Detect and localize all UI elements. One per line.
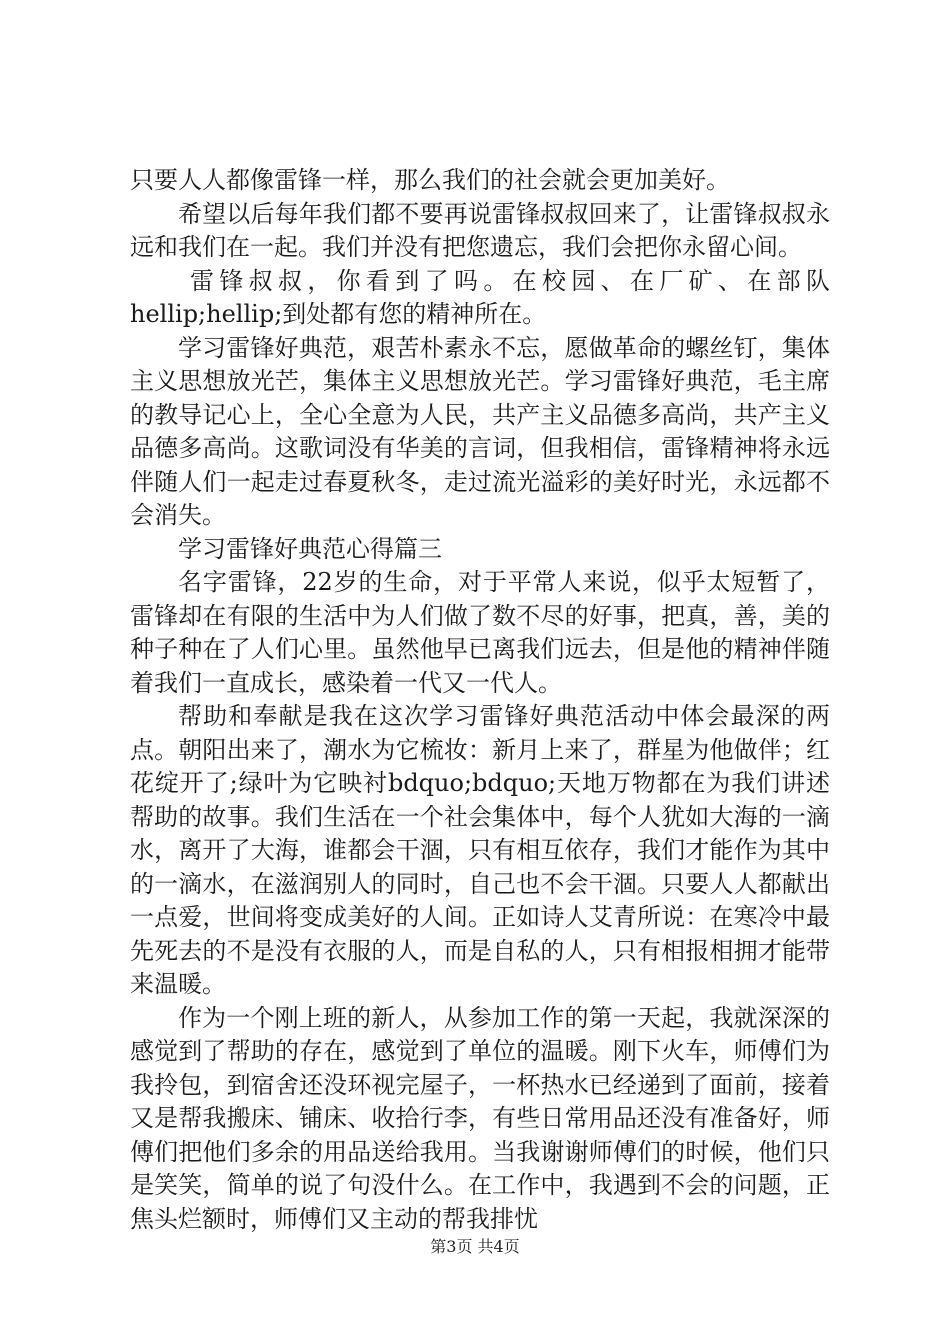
paragraph-6: 帮助和奉献是我在这次学习雷锋好典范活动中体会最深的两点。朝阳出来了，潮水为它梳妆：新月上来了，群星为他做伴；红花绽开了;绿叶为它映衬bdquo;bdquo;天地万物都在为我们讲述帮助的故事。我们生活在一个社会集体中，每个人犹如大海的一滴水，离开了大海，谁都会干涸，只有相互依存，我们才能作为其中的一滴水，在滋润别人的同时，自己也不会干涸。只要人人都献出一点爱，世间将变成美好的人间。正如诗人艾青所说：在寒冷中最先死去的不是没有衣服的人，而是自私的人，只有相报相拥才能带来温暖。 [130, 702, 830, 998]
section-heading: 学习雷锋好典范心得篇三 [178, 534, 442, 563]
paragraph-2: 希望以后每年我们都不要再说雷锋叔叔回来了，让雷锋叔叔永远和我们在一起。我们并没有把您遗忘，我们会把你永留心间。 [130, 199, 830, 261]
paragraph-5: 名字雷锋，22岁的生命，对于平常人来说，似乎太短暂了，雷锋却在有限的生活中为人们做了数不尽的好事，把真，善，美的种子种在了人们心里。虽然他早已离我们远去，但是他的精神伴随着我们一直成长，感染着一代又一代人。 [130, 568, 830, 697]
paragraph-3: 雷锋叔叔，你看到了吗。在校园、在厂矿、在部队hellip;hellip;到处都有您的精神所在。 [130, 266, 830, 328]
paragraph-4: 学习雷锋好典范，艰苦朴素永不忘，愿做革命的螺丝钉，集体主义思想放光芒，集体主义思想放光芒。学习雷锋好典范，毛主席的教导记心上，全心全意为人民，共产主义品德多高尚，共产主义品德多高尚。这歌词没有华美的言词，但我相信，雷锋精神将永远伴随人们一起走过春夏秋冬，走过流光溢彩的美好时光，永远都不会消失。 [130, 333, 830, 529]
page-footer: 第3页 共4页 [430, 1237, 520, 1256]
paragraph-1: 只要人人都像雷锋一样，那么我们的社会就会更加美好。 [130, 166, 730, 194]
paragraph-7: 作为一个刚上班的新人，从参加工作的第一天起，我就深深的感觉到了帮助的存在，感觉到了单位的温暖。刚下火车，师傅们为我拎包，到宿舍还没环视完屋子，一杯热水已经递到了面前，接着又是帮我搬床、铺床、收拾行李，有些日常用品还没有准备好，师傅们把他们多余的用品送给我用。当我谢谢师傅们的时候，他们只是笑笑，简单的说了句没什么。在工作中，我遇到不会的问题，正焦头烂额时，师傅们又主动的帮我排忧 [130, 1003, 830, 1233]
document-body [130, 164, 830, 1236]
